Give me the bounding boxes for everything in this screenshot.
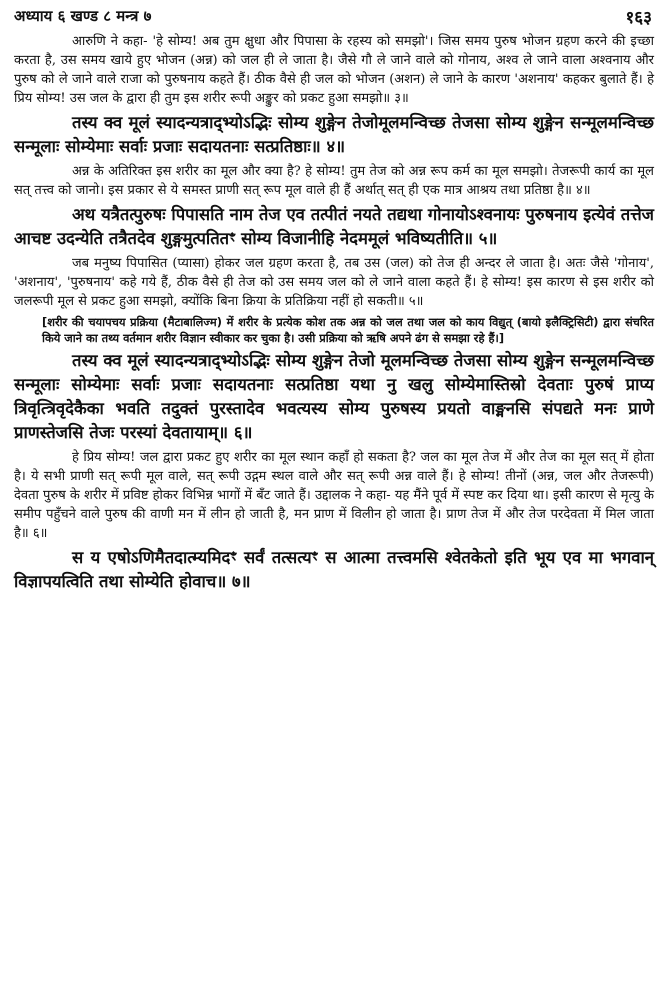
page-header — [14, 2, 652, 30]
translation-paragraph-4: अन्न के अतिरिक्त इस शरीर का मूल और क्या है? हे सोम्य! तुम तेज को अन्न रूप कर्म का मूल समझो। तेजरूपी कार्य का मूल सत् तत्त्व को जानो। इस प्रकार से ये समस्त प्राणी सत् रूप मूल वाले ही हैं अर्थात् सत् ही एक मात्र आश्रय तथा प्रतिष्ठा है॥ ४॥ — [14, 164, 654, 198]
mantra-verse-7: स य एषोऽणिमैतदात्म्यमिदꣳ सर्वं तत्सत्यꣳ स आत्मा तत्त्वमसि श्वेतकेतो इति भूय एव मा भगवान् विज्ञापयत्विति तथा सोम्येति होवाच॥ ७॥ — [14, 548, 654, 591]
running-head: अध्याय ६ खण्ड ८ मन्त्र ७ — [14, 7, 152, 25]
mantra-verse-4: तस्य क्व मूलं स्यादन्यत्राद्भ्योऽद्भिः सोम्य शुङ्गेन तेजोमूलमन्विच्छ तेजसा सोम्य शुङ्गेन सन्मूलमन्विच्छ सन्मूलाः सोम्येमाः सर्वाः प्रजाः सदायतनाः सत्प्रतिष्ठाः॥ ४॥ — [14, 113, 654, 156]
mantra-verse-6: तस्य क्व मूलं स्यादन्यत्राद्भ्योऽद्भिः सोम्य शुङ्गेन तेजो मूलमन्विच्छ तेजसा सोम्य शुङ्गेन सन्मूलमन्विच्छ सन्मूलाः सोम्येमाः सर्वाः प्रजाः सदायतनाः सत्प्रतिष्ठा यथा नु खलु सोम्येमास्तिस्रो देवताः पुरुषं प्राप्य त्रिवृत्त्रिवृदेकैका भवति तदुक्तं पुरस्तादेव भवत्यस्य सोम्य पुरुषस्य प्रयतो वाङ्मनसि संपद्यते मनः प्राणे प्राणस्तेजसि तेजः परस्यां देवतायाम्॥ ६॥ — [14, 351, 654, 442]
page-body — [14, 32, 654, 597]
translation-paragraph-3: आरुणि ने कहा- 'हे सोम्य! अब तुम क्षुधा और पिपासा के रहस्य को समझो'। जिस समय पुरुष भोजन ग्रहण करने की इच्छा करता है, उस समय खाये हुए भोजन (अन्न) को जल ही ले जाता है। जैसे गौ ले जाने वाले को गोनाय, अश्व ले जाने वाला अश्वनाय और पुरुष को ले जाने वाले राजा को पुरुषनाय कहते हैं। ठीक वैसे ही जल को भोजन (अशन) ले जाने के कारण 'अशनाय' कहकर बुलाते हैं। हे प्रिय सोम्य! उस जल के द्वारा ही तुम इस शरीर रूपी अङ्कुर को प्रकट हुआ समझो॥ ३॥ — [14, 34, 654, 106]
commentary-note: [शरीर की चयापचय प्रक्रिया (मैटाबालिज्म) में शरीर के प्रत्येक कोश तक अन्न को जल तथा जल को काय विद्युत् (बायो इलैक्ट्रिसिटी) द्वारा संचरित किये जाने का तथ्य वर्तमान शरीर विज्ञान स्वीकार कर चुका है। उसी प्रक्रिया को ऋषि अपने ढंग से समझा रहे हैं।] — [42, 315, 654, 345]
translation-paragraph-6: हे प्रिय सोम्य! जल द्वारा प्रकट हुए शरीर का मूल स्थान कहाँ हो सकता है? जल का मूल तेज में और तेज का मूल सत् में होता है। ये सभी प्राणी सत् रूपी मूल वाले, सत् रूपी उद्गम स्थल वाले और सत् रूपी अन्न वाले हैं। हे सोम्य! तीनों (अन्न, जल और तेजरूपी) देवता पुरुष के शरीर में प्रविष्ट होकर विभिन्न भागों में बँट जाते हैं। उद्दालक ने कहा- यह मैंने पूर्व में स्पष्ट कर दिया था। इसी कारण से मृत्यु के समीप पहुँचने वाले पुरुष की वाणी मन में लीन हो जाती है, मन प्राण में विलीन हो जाता है। प्राण तेज में और तेज परदेवता में मिल जाता है॥ ६॥ — [14, 450, 655, 541]
page-number: १६३ — [625, 7, 652, 28]
mantra-verse-5: अथ यत्रैतत्पुरुषः पिपासति नाम तेज एव तत्पीतं नयते तद्यथा गोनायोऽश्वनायः पुरुषनाय इत्येवं तत्तेज आचष्ट उदन्येति तत्रैतदेव शुङ्गमुत्पतितꣳ सोम्य विजानीहि नेदममूलं भविष्यतीति॥ ५॥ — [14, 205, 654, 248]
translation-paragraph-5: जब मनुष्य पिपासित (प्यासा) होकर जल ग्रहण करता है, तब उस (जल) को तेज ही अन्दर ले जाता है। अतः जैसे 'गोनाय', 'अशनाय', 'पुरुषनाय' कहे गये हैं, ठीक वैसे ही तेज को उस समय जल को ले जाने वाला कहते हैं। हे सोम्य! इस कारण से इस शरीर को जलरूपी मूल से प्रकट हुआ समझो, क्योंकि बिना क्रिया के प्रतिक्रिया नहीं हो सकती॥ ५॥ — [14, 256, 654, 309]
